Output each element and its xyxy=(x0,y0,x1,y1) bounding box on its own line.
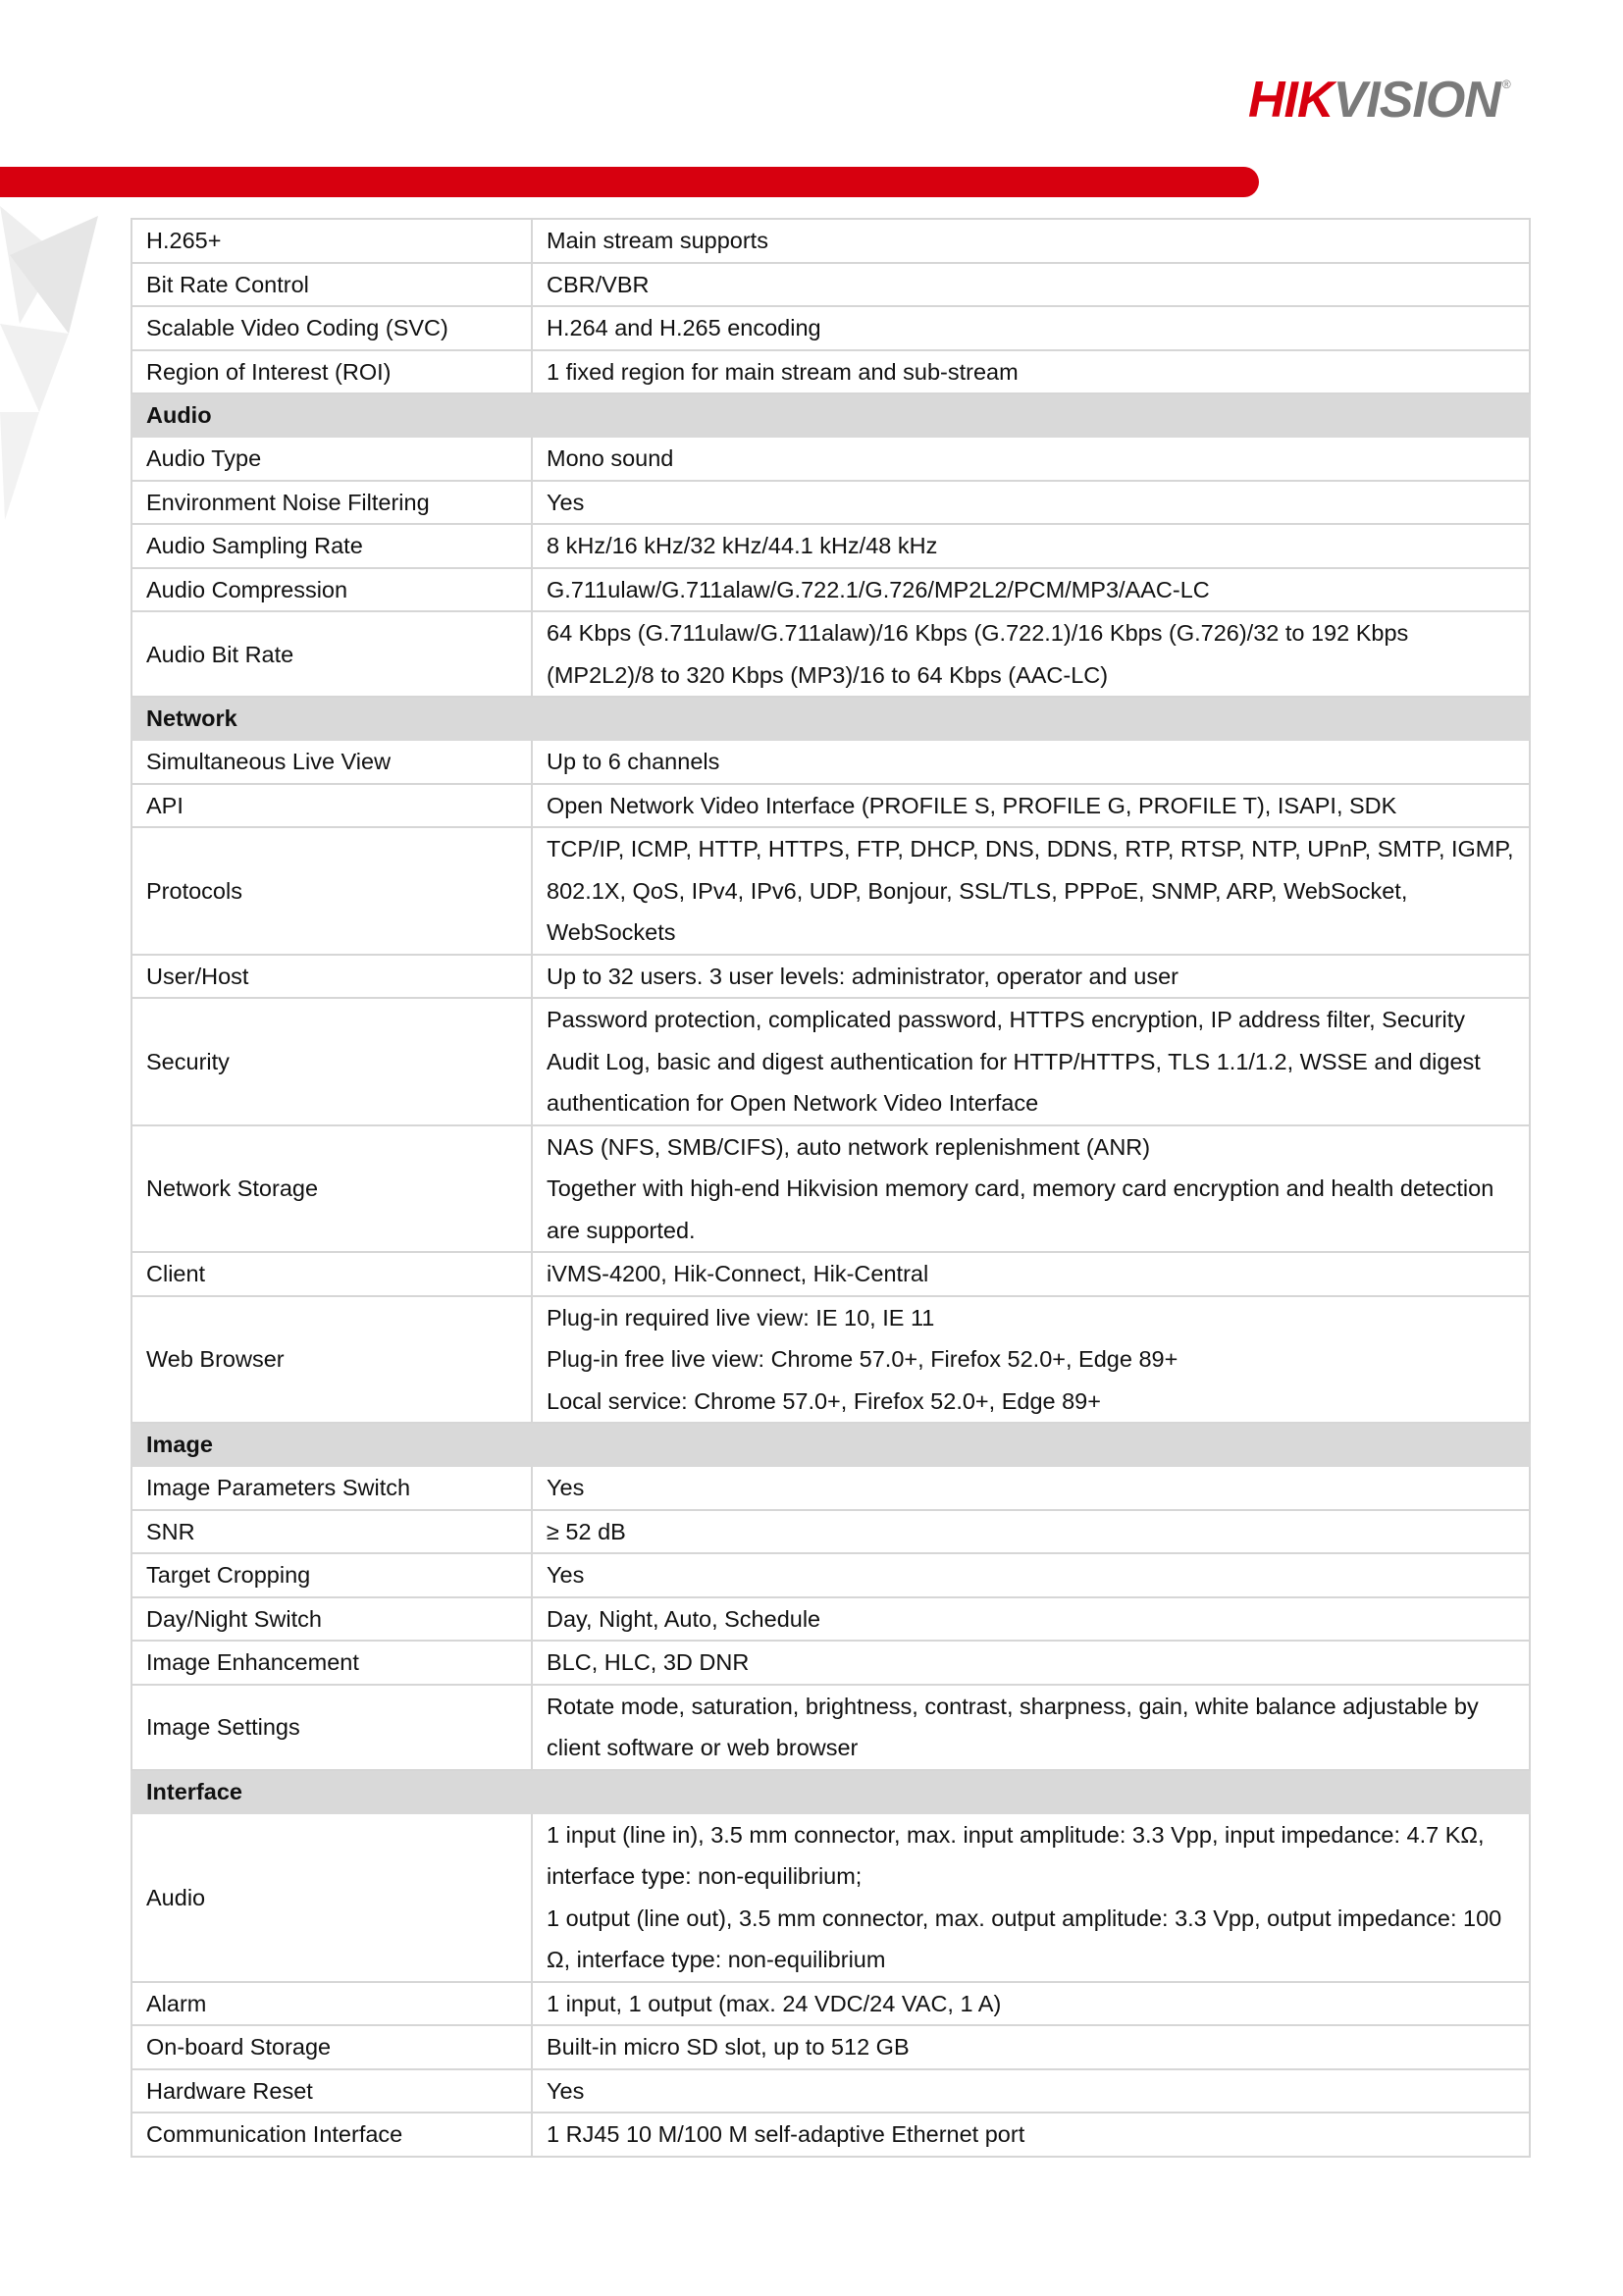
section-title: Network xyxy=(131,697,1530,740)
spec-label: SNR xyxy=(131,1510,532,1554)
spec-label: Audio Bit Rate xyxy=(131,611,532,697)
spec-value-line: G.711ulaw/G.711alaw/G.722.1/G.726/MP2L2/PCM/MP3/AAC-LC xyxy=(547,576,1210,602)
specification-table-body xyxy=(131,219,1530,2157)
spec-label: Simultaneous Live View xyxy=(131,740,532,784)
spec-row xyxy=(131,1466,1530,1510)
spec-value-line: 1 fixed region for main stream and sub-stream xyxy=(547,358,1019,385)
spec-value xyxy=(532,1296,1530,1424)
spec-label: Hardware Reset xyxy=(131,2069,532,2113)
section-header-row xyxy=(131,1423,1530,1466)
spec-label: Alarm xyxy=(131,1982,532,2026)
spec-label: Day/Night Switch xyxy=(131,1597,532,1642)
spec-value-line: Yes xyxy=(547,1562,585,1588)
spec-value-line: Mono sound xyxy=(547,445,674,471)
spec-value xyxy=(532,2069,1530,2113)
watermark-shard-3 xyxy=(0,324,69,412)
spec-label: H.265+ xyxy=(131,219,532,263)
spec-value-line: Password protection, complicated password, HTTPS encryption, IP address filter, Security Audit Log, basic and digest authentication for HTTP/HTTPS, TLS 1.1/1.2, WSSE and digest authentication for Open Network Video Interface xyxy=(547,1007,1481,1116)
spec-row xyxy=(131,1296,1530,1424)
spec-row xyxy=(131,1685,1530,1770)
spec-value xyxy=(532,2113,1530,2157)
section-header-row xyxy=(131,1770,1530,1813)
spec-label: Scalable Video Coding (SVC) xyxy=(131,306,532,350)
spec-value-line: Local service: Chrome 57.0+, Firefox 52.0+, Edge 89+ xyxy=(547,1387,1101,1414)
spec-row xyxy=(131,219,1530,263)
spec-value-line: 1 input, 1 output (max. 24 VDC/24 VAC, 1 A) xyxy=(547,1990,1002,2016)
spec-value-line: Yes xyxy=(547,489,585,515)
spec-row xyxy=(131,2025,1530,2069)
hikvision-logo xyxy=(1248,72,1510,129)
spec-value xyxy=(532,524,1530,568)
spec-row xyxy=(131,1982,1530,2026)
spec-row xyxy=(131,1553,1530,1597)
spec-label: Target Cropping xyxy=(131,1553,532,1597)
spec-row xyxy=(131,611,1530,697)
section-title: Interface xyxy=(131,1770,1530,1813)
registered-mark: ® xyxy=(1501,78,1510,91)
spec-row xyxy=(131,1597,1530,1642)
spec-value-line: Main stream supports xyxy=(547,228,768,253)
spec-label: Client xyxy=(131,1252,532,1296)
spec-value xyxy=(532,1125,1530,1253)
logo-text-vision: VISION xyxy=(1333,72,1500,129)
spec-value xyxy=(532,1252,1530,1296)
spec-value-line: Plug-in free live view: Chrome 57.0+, Firefox 52.0+, Edge 89+ xyxy=(547,1346,1178,1372)
spec-label: Bit Rate Control xyxy=(131,263,532,307)
spec-label: Communication Interface xyxy=(131,2113,532,2157)
spec-value xyxy=(532,1597,1530,1642)
spec-value-line: Together with high-end Hikvision memory card, memory card encryption and health detection are supported. xyxy=(547,1175,1494,1243)
spec-value-line: Yes xyxy=(547,1475,585,1500)
spec-value-line: 1 RJ45 10 M/100 M self-adaptive Ethernet port xyxy=(547,2121,1025,2147)
spec-row xyxy=(131,740,1530,784)
spec-value xyxy=(532,2025,1530,2069)
spec-row xyxy=(131,263,1530,307)
spec-row xyxy=(131,955,1530,999)
spec-label: Image Enhancement xyxy=(131,1641,532,1685)
spec-label: Environment Noise Filtering xyxy=(131,481,532,525)
spec-row xyxy=(131,2113,1530,2157)
spec-label: Web Browser xyxy=(131,1296,532,1424)
spec-value xyxy=(532,263,1530,307)
spec-row xyxy=(131,481,1530,525)
spec-value-line: TCP/IP, ICMP, HTTP, HTTPS, FTP, DHCP, DNS, DDNS, RTP, RTSP, NTP, UPnP, SMTP, IGMP, 802.1X, QoS, IPv4, IPv6, UDP, Bonjour, SSL/TLS, PPPoE, SNMP, ARP, WebSocket, WebSockets xyxy=(547,836,1514,945)
spec-label: Protocols xyxy=(131,827,532,955)
spec-value xyxy=(532,740,1530,784)
spec-value xyxy=(532,784,1530,828)
spec-value xyxy=(532,306,1530,350)
watermark-shard-4 xyxy=(0,412,39,520)
section-title: Audio xyxy=(131,393,1530,437)
spec-label: API xyxy=(131,784,532,828)
spec-label: Network Storage xyxy=(131,1125,532,1253)
spec-value-line: 64 Kbps (G.711ulaw/G.711alaw)/16 Kbps (G.722.1)/16 Kbps (G.726)/32 to 192 Kbps (MP2L2)/8 to 320 Kbps (MP3)/16 to 64 Kbps (AAC-LC) xyxy=(547,620,1409,688)
spec-label: Security xyxy=(131,998,532,1125)
spec-value-line: BLC, HLC, 3D DNR xyxy=(547,1649,750,1675)
spec-row xyxy=(131,827,1530,955)
spec-value xyxy=(532,1641,1530,1685)
spec-value xyxy=(532,219,1530,263)
spec-label: On-board Storage xyxy=(131,2025,532,2069)
spec-value xyxy=(532,437,1530,481)
spec-label: Audio Sampling Rate xyxy=(131,524,532,568)
spec-value-line: Rotate mode, saturation, brightness, contrast, sharpness, gain, white balance adjustable by client software or web browser xyxy=(547,1693,1479,1760)
spec-value-line: CBR/VBR xyxy=(547,271,650,297)
section-header-row xyxy=(131,393,1530,437)
spec-row xyxy=(131,1125,1530,1253)
spec-row xyxy=(131,1252,1530,1296)
spec-value-line: 1 output (line out), 3.5 mm connector, max. output amplitude: 3.3 Vpp, output impedance: 100 Ω, interface type: non-equilibrium xyxy=(547,1905,1502,1972)
specification-table xyxy=(131,218,1531,2158)
spec-row xyxy=(131,784,1530,828)
spec-label: Audio Compression xyxy=(131,568,532,612)
spec-value xyxy=(532,1510,1530,1554)
spec-label: Audio xyxy=(131,1813,532,1982)
section-title: Image xyxy=(131,1423,1530,1466)
spec-row xyxy=(131,568,1530,612)
section-header-row xyxy=(131,697,1530,740)
spec-value xyxy=(532,1466,1530,1510)
logo-text-hik: HIK xyxy=(1248,72,1334,129)
spec-value xyxy=(532,350,1530,394)
spec-value-line: 8 kHz/16 kHz/32 kHz/44.1 kHz/48 kHz xyxy=(547,533,938,558)
spec-label: Audio Type xyxy=(131,437,532,481)
spec-value xyxy=(532,611,1530,697)
spec-label: Image Settings xyxy=(131,1685,532,1770)
spec-value-line: Up to 6 channels xyxy=(547,749,720,774)
spec-value-line: Day, Night, Auto, Schedule xyxy=(547,1605,821,1632)
spec-row xyxy=(131,1813,1530,1982)
spec-value xyxy=(532,568,1530,612)
spec-value-line: NAS (NFS, SMB/CIFS), auto network replenishment (ANR) xyxy=(547,1133,1151,1160)
spec-value xyxy=(532,1553,1530,1597)
spec-row xyxy=(131,1510,1530,1554)
spec-label: Region of Interest (ROI) xyxy=(131,350,532,394)
spec-row xyxy=(131,437,1530,481)
spec-value xyxy=(532,998,1530,1125)
spec-row xyxy=(131,2069,1530,2113)
spec-label: User/Host xyxy=(131,955,532,999)
spec-value-line: 1 input (line in), 3.5 mm connector, max. input amplitude: 3.3 Vpp, input impedance: 4.7 KΩ, interface type: non-equilibrium; xyxy=(547,1821,1485,1889)
spec-value xyxy=(532,955,1530,999)
spec-value-line: Open Network Video Interface (PROFILE S, PROFILE G, PROFILE T), ISAPI, SDK xyxy=(547,792,1397,818)
spec-value xyxy=(532,827,1530,955)
header-red-bar xyxy=(0,167,1259,197)
spec-value-line: Yes xyxy=(547,2077,585,2104)
spec-row xyxy=(131,1641,1530,1685)
decorative-watermark-shape xyxy=(0,196,137,530)
spec-value xyxy=(532,1982,1530,2026)
spec-row xyxy=(131,524,1530,568)
spec-label: Image Parameters Switch xyxy=(131,1466,532,1510)
spec-value-line: ≥ 52 dB xyxy=(547,1518,626,1544)
spec-row xyxy=(131,350,1530,394)
spec-value-line: Plug-in required live view: IE 10, IE 11 xyxy=(547,1304,935,1331)
spec-value-line: Up to 32 users. 3 user levels: administrator, operator and user xyxy=(547,963,1178,989)
spec-value xyxy=(532,1813,1530,1982)
spec-value-line: Built-in micro SD slot, up to 512 GB xyxy=(547,2034,910,2060)
spec-value-line: iVMS-4200, Hik-Connect, Hik-Central xyxy=(547,1261,929,1286)
spec-row xyxy=(131,306,1530,350)
spec-value xyxy=(532,1685,1530,1770)
spec-value-line: H.264 and H.265 encoding xyxy=(547,315,821,340)
spec-row xyxy=(131,998,1530,1125)
spec-value xyxy=(532,481,1530,525)
